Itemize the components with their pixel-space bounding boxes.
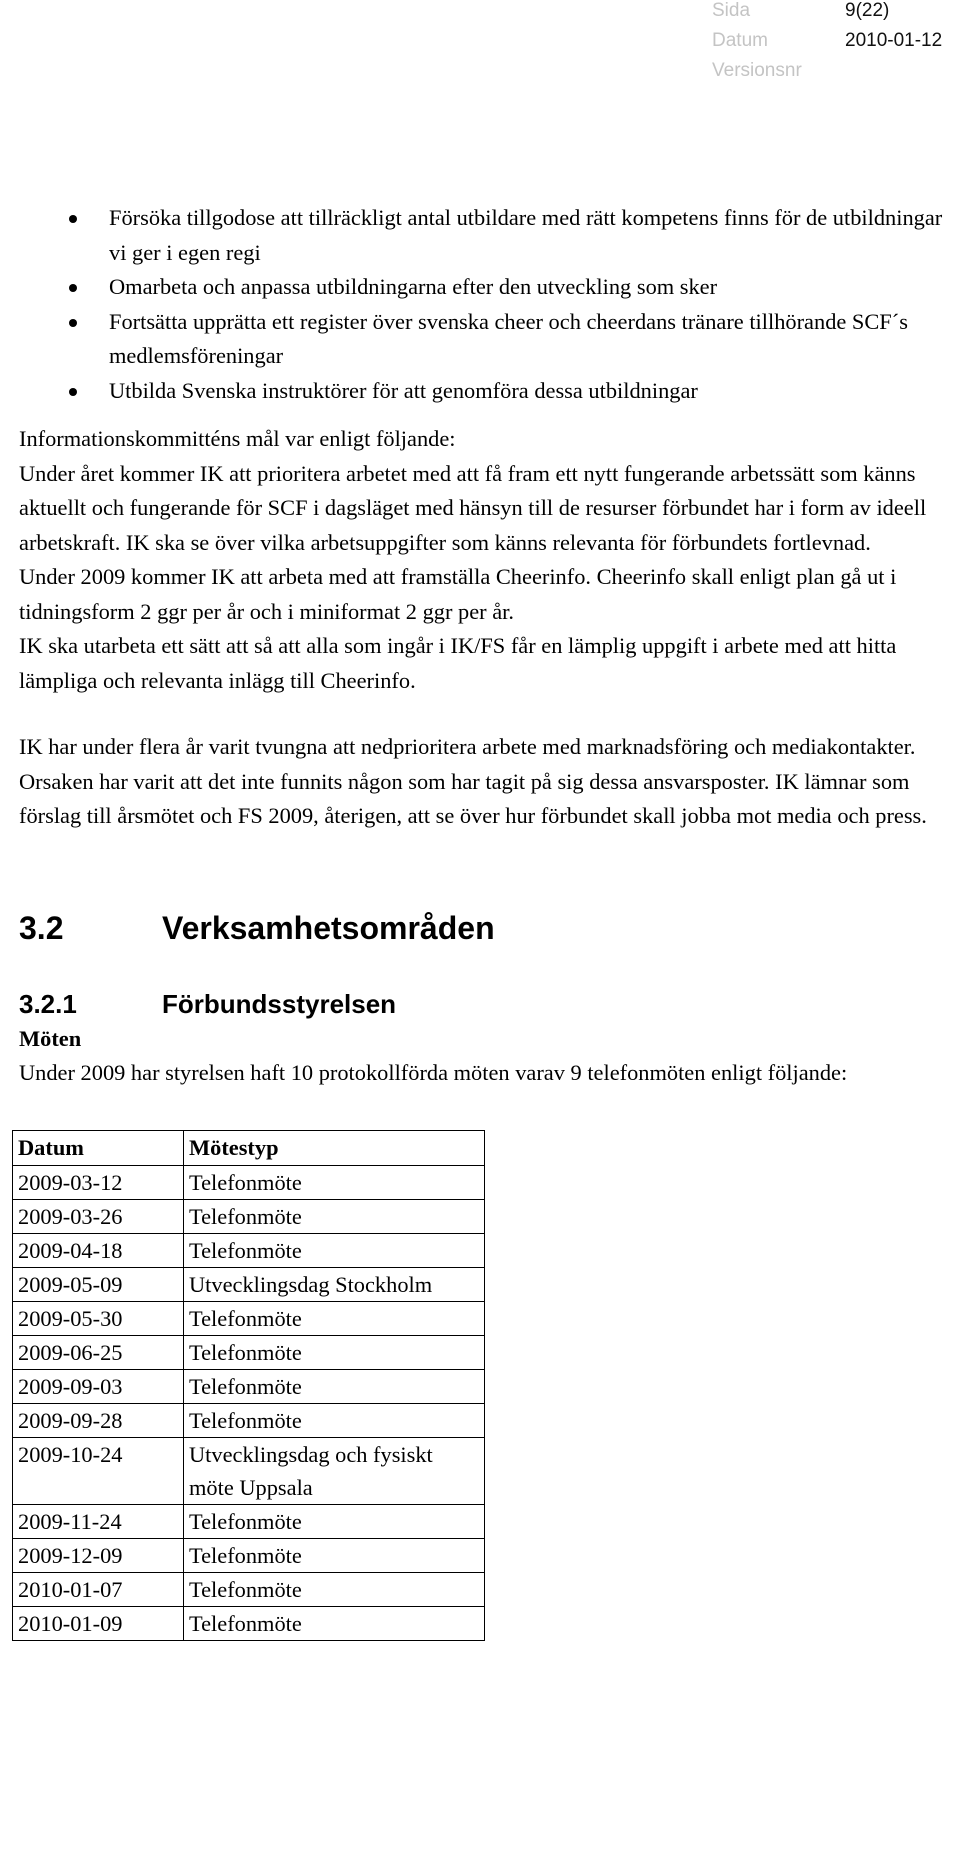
header-date-row xyxy=(712,30,960,60)
header-page-label: Sida xyxy=(712,0,751,21)
subsection-title: Förbundsstyrelsen xyxy=(162,988,397,1019)
bullet-text: Utbilda Svenska instruktörer för att genomföra dessa utbildningar xyxy=(109,377,698,403)
meeting-date: 2009-09-28 xyxy=(13,1404,184,1438)
bullet-dot-icon xyxy=(69,215,77,223)
meeting-date: 2009-03-26 xyxy=(13,1200,184,1234)
bullet-dot-icon xyxy=(69,284,77,292)
table-row xyxy=(13,1200,485,1234)
cheerinfo-paragraph: Under 2009 kommer IK att arbeta med att framställa Cheerinfo. Cheerinfo skall enligt plan gå ut i tidningsform 2 ggr per år och i miniformat 2 ggr per år. xyxy=(19,564,897,624)
column-header-date: Datum xyxy=(13,1131,184,1166)
header-page-value: 9(22) xyxy=(845,0,890,21)
table-row xyxy=(13,1166,485,1200)
meeting-date: 2009-05-30 xyxy=(13,1302,184,1336)
ik-marketing-paragraph: IK har under flera år varit tvungna att nedprioritera arbete med marknadsföring och mediakontakter. Orsaken har varit att det inte funnits någon som har tagit på sig dessa ansvarsposter. IK lämnar som förslag till årsmötet och FS 2009, återigen, att se över hur förbundet skall jobba mot media och press. xyxy=(19,734,927,828)
meeting-date: 2009-03-12 xyxy=(13,1166,184,1200)
bullet-item xyxy=(19,374,944,409)
column-header-type: Mötestyp xyxy=(184,1131,485,1166)
header-date-value: 2010-01-12 xyxy=(845,30,943,51)
meeting-type: Telefonmöte xyxy=(184,1200,485,1234)
meeting-type: Telefonmöte xyxy=(184,1166,485,1200)
meeting-type: Telefonmöte xyxy=(184,1505,485,1539)
meeting-type: Telefonmöte xyxy=(184,1302,485,1336)
table-row xyxy=(13,1607,485,1641)
table-row xyxy=(13,1438,485,1505)
meetings-heading: Möten xyxy=(19,1025,82,1051)
meetings-intro: Under 2009 har styrelsen haft 10 protokollförda möten varav 9 telefonmöten enligt följande: xyxy=(19,1059,848,1085)
bullet-dot-icon xyxy=(69,388,77,396)
bullet-text: Fortsätta upprätta ett register över svenska cheer och cheerdans tränare tillhörande SCF´s medlemsföreningar xyxy=(109,308,908,368)
document-body xyxy=(19,201,944,1641)
bullet-text: Försöka tillgodose att tillräckligt antal utbildare med rätt kompetens finns för de utbildningar vi ger i egen regi xyxy=(109,205,943,265)
meeting-date: 2010-01-07 xyxy=(13,1573,184,1607)
meeting-date: 2009-04-18 xyxy=(13,1234,184,1268)
table-row xyxy=(13,1370,485,1404)
ik-task-paragraph: IK ska utarbeta ett sätt att så att alla som ingår i IK/FS får en lämplig uppgift i arbete med att hitta lämpliga och relevanta inlägg till Cheerinfo. xyxy=(19,633,897,693)
page-header xyxy=(712,0,960,90)
table-row xyxy=(13,1505,485,1539)
meeting-type: Telefonmöte xyxy=(184,1607,485,1641)
subsection-number: 3.2.1 xyxy=(19,988,77,1019)
meeting-type: Telefonmöte xyxy=(184,1370,485,1404)
meeting-type: Utvecklingsdag och fysiskt möte Uppsala xyxy=(184,1438,485,1505)
section-heading xyxy=(19,906,944,950)
table-row xyxy=(13,1234,485,1268)
meetings-table xyxy=(12,1130,485,1641)
table-header-row xyxy=(13,1131,485,1166)
meeting-date: 2009-06-25 xyxy=(13,1336,184,1370)
meeting-date: 2009-12-09 xyxy=(13,1539,184,1573)
bullet-dot-icon xyxy=(69,319,77,327)
bullet-item xyxy=(19,201,944,270)
goals-bullet-list xyxy=(19,201,944,408)
bullet-item xyxy=(19,270,944,305)
table-row xyxy=(13,1302,485,1336)
meeting-date: 2009-11-24 xyxy=(13,1505,184,1539)
subsection-heading xyxy=(19,986,944,1022)
table-row xyxy=(13,1539,485,1573)
table-row xyxy=(13,1336,485,1370)
meeting-date: 2009-09-03 xyxy=(13,1370,184,1404)
header-date-label: Datum xyxy=(712,30,768,51)
bullet-item xyxy=(19,305,944,374)
meeting-type: Telefonmöte xyxy=(184,1539,485,1573)
meeting-type: Telefonmöte xyxy=(184,1234,485,1268)
meeting-date: 2009-10-24 xyxy=(13,1438,184,1505)
meeting-date: 2010-01-09 xyxy=(13,1607,184,1641)
meeting-type: Utvecklingsdag Stockholm xyxy=(184,1268,485,1302)
header-page-row xyxy=(712,0,960,30)
info-committee-paragraph: Under året kommer IK att prioritera arbetet med att få fram ett nytt fungerande arbetssätt som känns aktuellt och fungerande för SCF i dagsläget med hänsyn till de resurser förbundet har i form av ideell arbetskraft. IK ska se över vilka arbetsuppgifter som känns relevanta för förbundets fortlevnad. xyxy=(19,460,927,555)
table-row xyxy=(13,1404,485,1438)
meeting-date: 2009-05-09 xyxy=(13,1268,184,1302)
bullet-text: Omarbeta och anpassa utbildningarna efter den utveckling som sker xyxy=(109,274,718,299)
info-committee-heading: Informationskommitténs mål var enligt följande: xyxy=(19,426,456,451)
meeting-type: Telefonmöte xyxy=(184,1404,485,1438)
meeting-type: Telefonmöte xyxy=(184,1573,485,1607)
meeting-type: Telefonmöte xyxy=(184,1336,485,1370)
header-version-row xyxy=(712,60,960,90)
section-number: 3.2 xyxy=(19,909,64,946)
table-row xyxy=(13,1573,485,1607)
header-version-label: Versionsnr xyxy=(712,60,802,81)
section-title: Verksamhetsområden xyxy=(162,909,495,946)
table-row xyxy=(13,1268,485,1302)
